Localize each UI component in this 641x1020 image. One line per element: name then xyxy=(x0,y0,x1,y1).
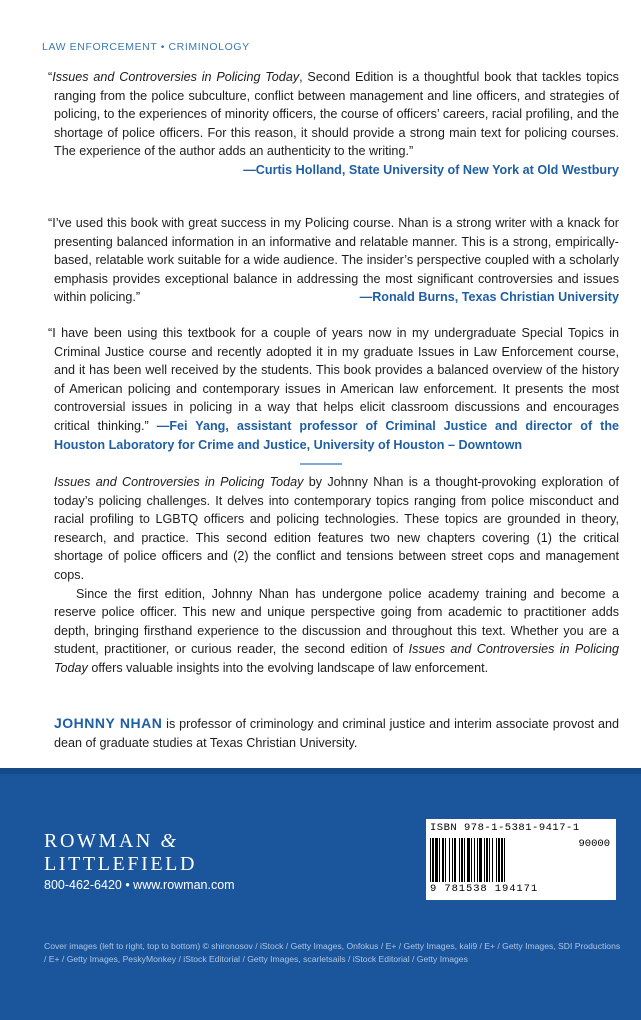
barcode-bar xyxy=(439,838,440,882)
barcode-bar xyxy=(474,838,475,882)
section-divider xyxy=(300,463,342,465)
author-bio-text: is professor of criminology and criminal justice and interim associate provost and dean of graduate studies at Texas Christian University. xyxy=(54,717,619,750)
category-label: LAW ENFORCEMENT • CRIMINOLOGY xyxy=(42,41,250,53)
review-quote-3 xyxy=(48,324,620,454)
barcode-bar xyxy=(498,838,500,882)
barcode-bar xyxy=(454,838,456,882)
description-paragraph-2 xyxy=(54,585,619,678)
barcode-digits: 9 781538 194171 xyxy=(430,883,539,895)
barcode-bar xyxy=(442,838,444,882)
description-text: Since the first edition, Johnny Nhan has undergone police academy training and become a reserve police officer. This new and unique perspective going from academic to practitioner adds depth, bringing firsthand experience to the discussion and throughout this text. Whether you are a student, practitioner, or curious reader, the second edition of xyxy=(54,586,619,657)
publisher-name-line2: LITTLEFIELD xyxy=(44,853,198,875)
barcode-bar xyxy=(449,838,450,882)
panel-top-edge xyxy=(0,768,641,774)
description-paragraph-1 xyxy=(54,473,619,585)
barcode-bar xyxy=(432,838,434,882)
quote-text: “I’ve used this book with great success in my Policing course. Nhan is a strong writer with a knack for presenting balanced information in an informative and relatable manner. This is a strong, empirically-based, relatable work suitable for a wide audience. The insider’s perspective coupled with a scholarly emphasis provides exceptional balance in addressing the most significant controversies and issues within policing.” xyxy=(48,216,619,305)
isbn-number: ISBN 978-1-5381-9417-1 xyxy=(430,822,580,834)
barcode-bar xyxy=(459,838,460,882)
barcode-bar xyxy=(484,838,485,882)
barcode-bar xyxy=(501,838,503,882)
book-description xyxy=(54,473,619,678)
author-name: JOHNNY NHAN xyxy=(54,715,163,731)
barcode-bar xyxy=(492,838,493,882)
description-text: by Johnny Nhan is a thought-provoking exploration of today’s policing challenges. It delves into contemporary topics ranging from police misconduct and racial profiling to LGBTQ officers and policing technologies. These topics are grounded in theory, research, and practice. This second edition features two new chapters covering (1) the critical shortage of police officers and (2) the conflict and tensions between street cops and management cops. xyxy=(54,475,619,582)
author-bio xyxy=(54,714,619,752)
barcode-bar xyxy=(479,838,482,882)
quote-text: , Second Edition is a thoughtful book that tackles topics ranging from the police subculture, conflict between management and line officers, and strategies of policing, to the experiences of minority officers, the course of officers’ careers, racial profiling, and the shortage of police officers. For this reason, it should provide a strong main text for policing courses. The experience of the author adds an authenticity to the writing.” xyxy=(54,70,619,159)
barcode-bar xyxy=(486,838,488,882)
barcode-bars xyxy=(430,838,560,882)
barcode-bar xyxy=(452,838,453,882)
description-text: offers valuable insights into the evolving landscape of law enforcement. xyxy=(87,660,489,675)
barcode-bar xyxy=(467,838,470,882)
publisher-contact: 800-462-6420 • www.rowman.com xyxy=(44,878,235,892)
quote-attribution: —Fei Yang, assistant professor of Criminal Justice and director of the Houston Laboratory for Crime and Justice, University of Houston – Downtown xyxy=(54,418,620,452)
barcode-bar xyxy=(471,838,472,882)
description-book-title: Issues and Controversies in Policing Today xyxy=(54,475,304,489)
barcode-bar xyxy=(435,838,438,882)
quote-book-title: Issues and Controversies in Policing Today xyxy=(52,70,300,84)
publisher-ampersand: & xyxy=(160,830,179,852)
barcode-bar xyxy=(430,838,431,882)
publisher-name-line1: ROWMAN xyxy=(44,830,153,852)
barcode-bar xyxy=(504,838,505,882)
description-book-title: Issues and Controversies in Policing Today xyxy=(54,642,619,675)
price-code: 90000 xyxy=(578,838,610,850)
quote-attribution: —Ronald Burns, Texas Christian University xyxy=(359,290,619,305)
review-quote-2 xyxy=(48,214,619,307)
barcode-bar xyxy=(445,838,446,882)
quote-text: “I have been using this textbook for a couple of years now in my undergraduate Special Topics in Criminal Justice course and recently adopted it in my graduate Issues in Law Enforcement course, and it has been well received by the students. This book provides a balanced overview of the history of American policing and contemporary issues in American law enforcement. It presents the most controversial issues in policing in a way that helps elicit classroom discussions and encourages critical thinking.” xyxy=(48,326,619,433)
cover-image-credits: Cover images (left to right, top to bottom) © shironosov / iStock / Getty Images, Onfokus / E+ / Getty Images, kali9 / E+ / Getty Images, SDI Productions / E+ / Getty Images, PeskyMonkey / iStock Editorial / Getty Images, scarletsails / iStock Editorial / Getty Images xyxy=(44,941,621,964)
review-quote-1 xyxy=(48,68,619,180)
isbn-barcode xyxy=(426,819,616,900)
barcode-bar xyxy=(496,838,497,882)
quote-open-mark: “ xyxy=(48,70,53,84)
quote-attribution: —Curtis Holland, State University of New York at Old Westbury xyxy=(243,162,619,177)
barcode-bar xyxy=(477,838,478,882)
barcode-bar xyxy=(461,838,463,882)
barcode-bar xyxy=(464,838,465,882)
barcode-bar xyxy=(489,838,490,882)
publisher-logo xyxy=(44,830,197,876)
